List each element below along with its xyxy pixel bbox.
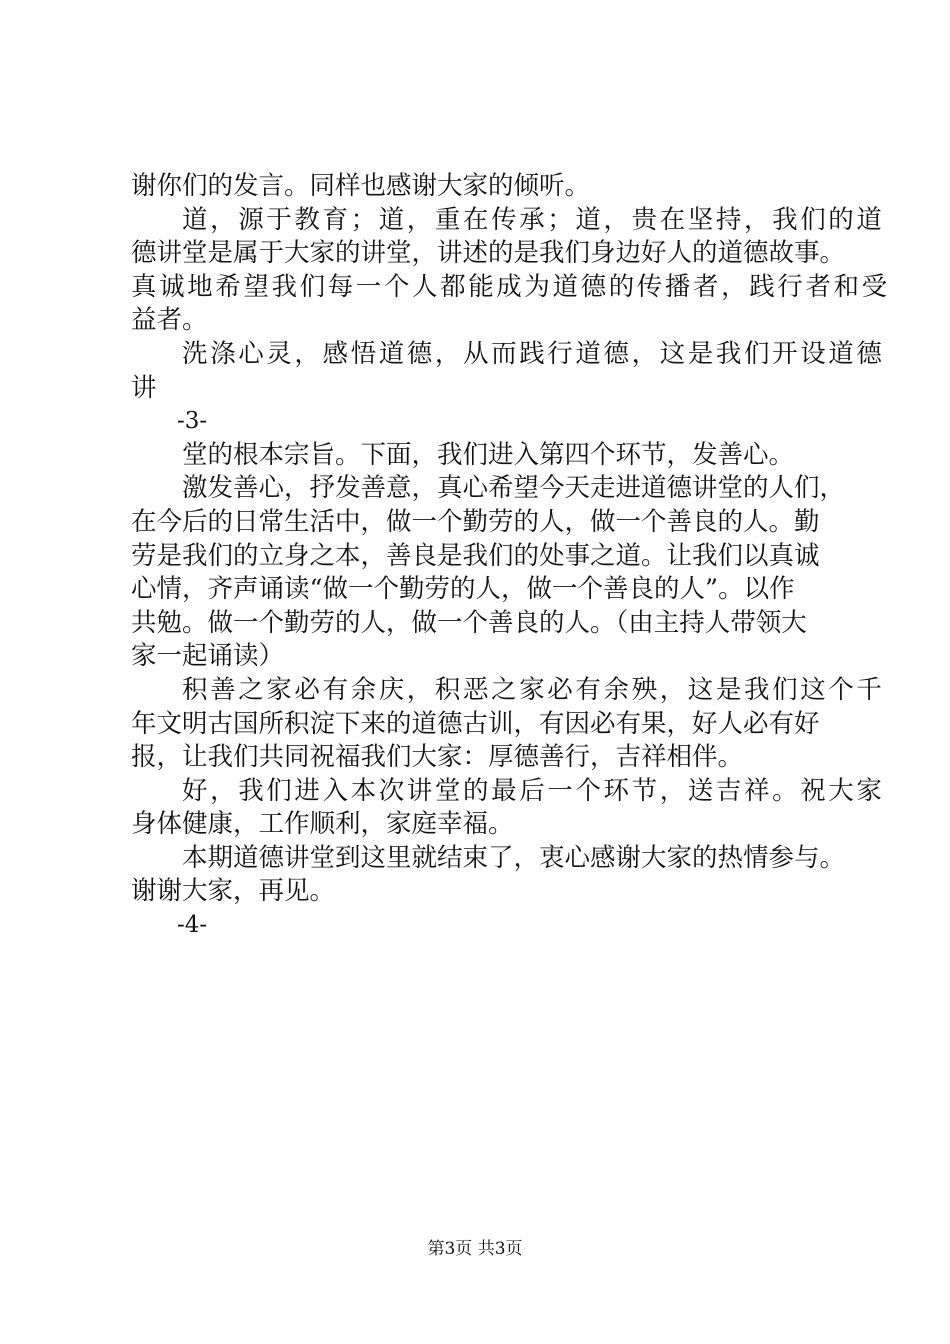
text-line: 道，源于教育；道，重在传承；道，贵在坚持，我们的道 xyxy=(182,204,885,235)
document-body xyxy=(131,170,890,943)
text-line: 洗涤心灵，感悟道德，从而践行道德，这是我们开设道德 xyxy=(182,338,885,369)
text-line: 益者。 xyxy=(131,305,208,336)
text-line: 报，让我们共同祝福我们大家：厚德善行，吉祥相伴。 xyxy=(131,742,744,773)
text-line: 积善之家必有余庆，积恶之家必有余殃，这是我们这个千 xyxy=(182,674,885,705)
text-line: 本期道德讲堂到这里就结束了，衷心感谢大家的热情参与。 xyxy=(182,842,846,873)
text-line: 心情，齐声诵读“做一个勤劳的人，做一个善良的人”。以作 xyxy=(131,574,795,605)
text-line: 真诚地希望我们每一个人都能成为道德的传播者，践行者和受 xyxy=(131,271,890,302)
text-line: 德讲堂是属于大家的讲堂，讲述的是我们身边好人的道德故事。 xyxy=(131,238,846,269)
text-line: 好，我们进入本次讲堂的最后一个环节，送吉祥。祝大家 xyxy=(182,775,885,806)
text-line: 堂的根本宗旨。下面，我们进入第四个环节，发善心。 xyxy=(182,439,795,470)
text-line: 谢你们的发言。同样也感谢大家的倾听。 xyxy=(131,171,591,201)
text-line: 身体健康，工作顺利，家庭幸福。 xyxy=(131,809,514,840)
page-footer: 第3页 共3页 xyxy=(427,1239,523,1259)
text-line: 劳是我们的立身之本，善良是我们的处事之道。让我们以真诚 xyxy=(131,540,820,571)
text-line: 讲 xyxy=(131,372,157,403)
text-line: 在今后的日常生活中，做一个勤劳的人，做一个善良的人。勤 xyxy=(131,506,820,537)
text-line: 共勉。做一个勤劳的人，做一个善良的人。（由主持人带领大 xyxy=(131,607,807,638)
text-line: 家一起诵读） xyxy=(131,641,285,672)
text-line: 年文明古国所积淀下来的道德古训，有因必有果，好人必有好 xyxy=(131,708,820,739)
page-marker: -3- xyxy=(177,408,208,435)
text-line: 激发善心，抒发善意，真心希望今天走进道德讲堂的人们， xyxy=(182,473,846,504)
text-line: 谢谢大家，再见。 xyxy=(131,876,336,907)
page-marker: -4- xyxy=(177,912,208,939)
